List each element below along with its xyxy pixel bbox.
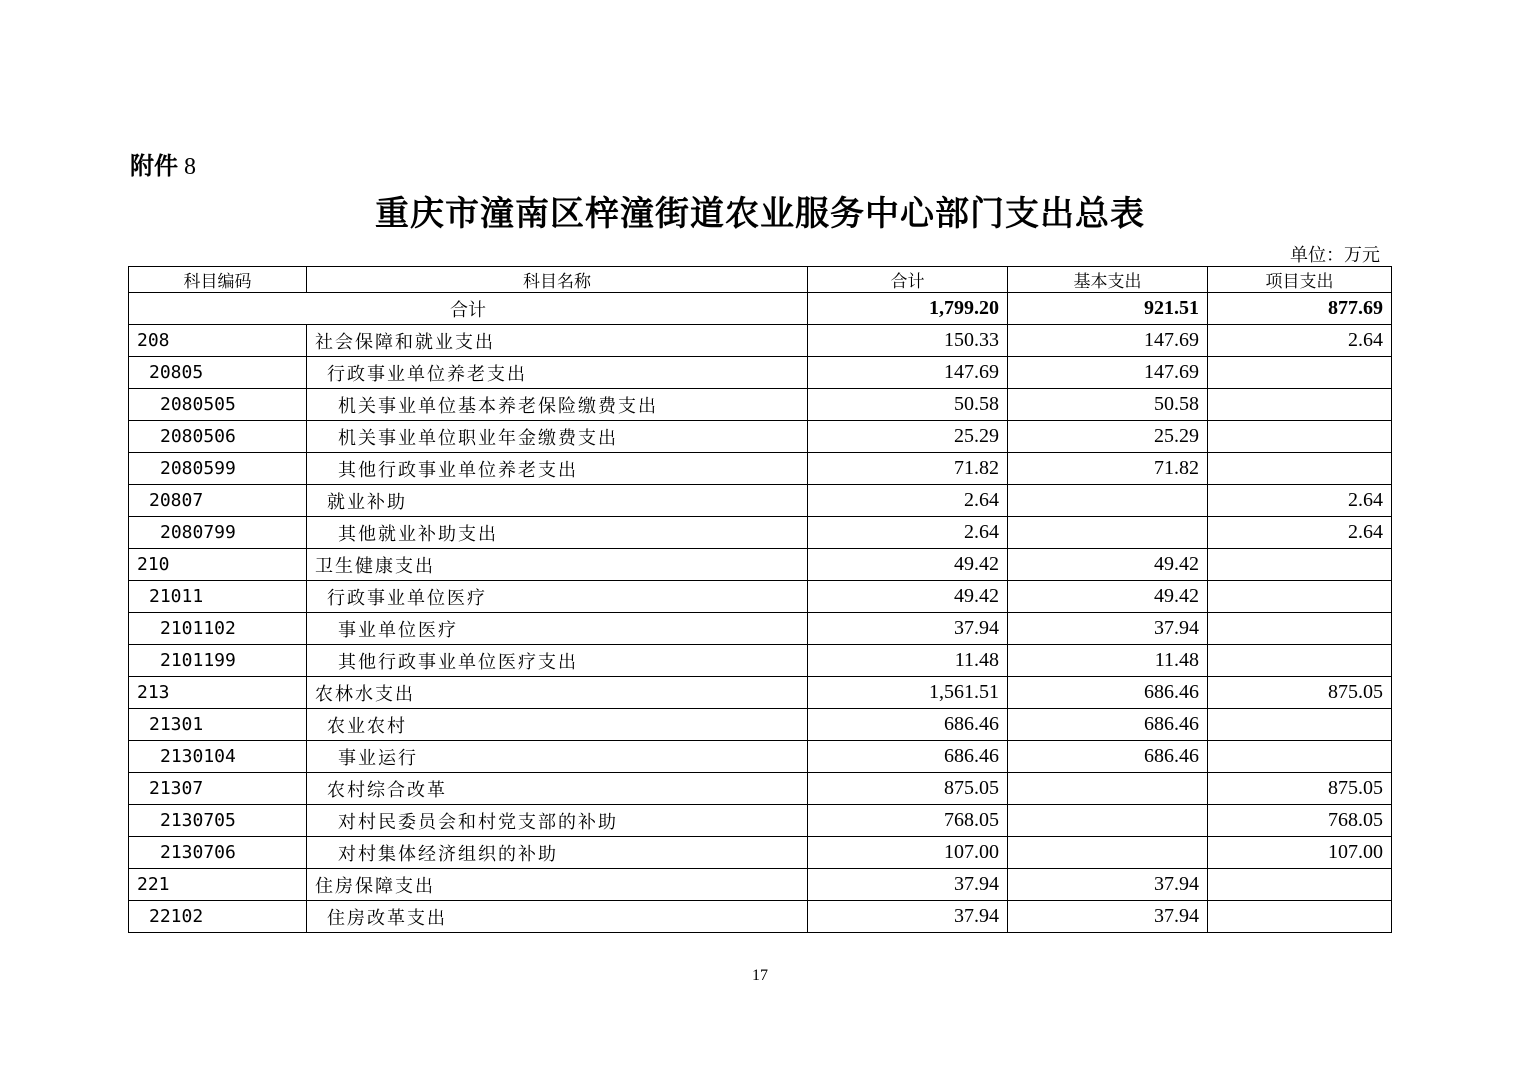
- table-row: [129, 837, 1392, 869]
- cell-total: 49.42: [808, 581, 1008, 613]
- cell-basic: 37.94: [1008, 901, 1208, 933]
- cell-basic: 11.48: [1008, 645, 1208, 677]
- cell-code: 2130706: [129, 837, 307, 869]
- cell-project: [1208, 709, 1392, 741]
- cell-total: 1,561.51: [808, 677, 1008, 709]
- total-row: [129, 293, 1392, 325]
- cell-name: 住房保障支出: [307, 869, 808, 901]
- cell-project: 875.05: [1208, 677, 1392, 709]
- cell-total: 37.94: [808, 613, 1008, 645]
- cell-code: 2101102: [129, 613, 307, 645]
- cell-basic: [1008, 805, 1208, 837]
- table-header-row: [129, 267, 1392, 293]
- cell-total: 150.33: [808, 325, 1008, 357]
- cell-total: 875.05: [808, 773, 1008, 805]
- table-row: [129, 709, 1392, 741]
- cell-project: 2.64: [1208, 485, 1392, 517]
- cell-basic: 147.69: [1008, 325, 1208, 357]
- total-project: 877.69: [1208, 293, 1392, 325]
- header-basic: 基本支出: [1008, 267, 1208, 293]
- cell-project: 107.00: [1208, 837, 1392, 869]
- cell-code: 213: [129, 677, 307, 709]
- cell-code: 21301: [129, 709, 307, 741]
- cell-name: 其他行政事业单位养老支出: [307, 453, 808, 485]
- cell-basic: 50.58: [1008, 389, 1208, 421]
- cell-code: 2080599: [129, 453, 307, 485]
- cell-project: [1208, 549, 1392, 581]
- cell-name: 事业单位医疗: [307, 613, 808, 645]
- table-row: [129, 613, 1392, 645]
- cell-total: 49.42: [808, 549, 1008, 581]
- cell-basic: 49.42: [1008, 549, 1208, 581]
- cell-project: [1208, 421, 1392, 453]
- cell-code: 2130104: [129, 741, 307, 773]
- cell-total: 107.00: [808, 837, 1008, 869]
- cell-basic: [1008, 485, 1208, 517]
- cell-basic: [1008, 837, 1208, 869]
- cell-total: 37.94: [808, 901, 1008, 933]
- table-row: [129, 517, 1392, 549]
- cell-code: 20807: [129, 485, 307, 517]
- cell-name: 对村民委员会和村党支部的补助: [307, 805, 808, 837]
- total-label: 合计: [129, 293, 808, 325]
- cell-total: 147.69: [808, 357, 1008, 389]
- total-basic: 921.51: [1008, 293, 1208, 325]
- cell-project: 768.05: [1208, 805, 1392, 837]
- table-row: [129, 677, 1392, 709]
- cell-project: [1208, 901, 1392, 933]
- cell-basic: 686.46: [1008, 741, 1208, 773]
- table-row: [129, 901, 1392, 933]
- cell-code: 20805: [129, 357, 307, 389]
- total-amount: 1,799.20: [808, 293, 1008, 325]
- cell-name: 行政事业单位医疗: [307, 581, 808, 613]
- cell-basic: 25.29: [1008, 421, 1208, 453]
- cell-code: 2101199: [129, 645, 307, 677]
- cell-project: 875.05: [1208, 773, 1392, 805]
- cell-total: 768.05: [808, 805, 1008, 837]
- cell-name: 卫生健康支出: [307, 549, 808, 581]
- cell-basic: 37.94: [1008, 869, 1208, 901]
- cell-project: [1208, 453, 1392, 485]
- cell-name: 其他就业补助支出: [307, 517, 808, 549]
- table-row: [129, 485, 1392, 517]
- table-row: [129, 773, 1392, 805]
- cell-code: 2080505: [129, 389, 307, 421]
- cell-project: 2.64: [1208, 517, 1392, 549]
- cell-code: 21011: [129, 581, 307, 613]
- table-row: [129, 581, 1392, 613]
- cell-code: 2080506: [129, 421, 307, 453]
- cell-total: 37.94: [808, 869, 1008, 901]
- cell-name: 农业农村: [307, 709, 808, 741]
- header-total: 合计: [808, 267, 1008, 293]
- cell-total: 11.48: [808, 645, 1008, 677]
- cell-name: 农村综合改革: [307, 773, 808, 805]
- cell-basic: 71.82: [1008, 453, 1208, 485]
- attachment-label: 附件 8: [130, 152, 196, 180]
- cell-name: 机关事业单位基本养老保险缴费支出: [307, 389, 808, 421]
- cell-project: [1208, 613, 1392, 645]
- table-row: [129, 389, 1392, 421]
- header-name: 科目名称: [307, 267, 808, 293]
- unit-label: 单位：万元: [1290, 245, 1380, 266]
- cell-total: 50.58: [808, 389, 1008, 421]
- table-row: [129, 869, 1392, 901]
- cell-basic: 147.69: [1008, 357, 1208, 389]
- cell-name: 社会保障和就业支出: [307, 325, 808, 357]
- cell-name: 住房改革支出: [307, 901, 808, 933]
- cell-total: 2.64: [808, 517, 1008, 549]
- cell-project: [1208, 869, 1392, 901]
- cell-code: 210: [129, 549, 307, 581]
- table-row: [129, 645, 1392, 677]
- cell-code: 221: [129, 869, 307, 901]
- cell-basic: 686.46: [1008, 709, 1208, 741]
- cell-project: 2.64: [1208, 325, 1392, 357]
- cell-project: [1208, 741, 1392, 773]
- cell-basic: [1008, 517, 1208, 549]
- header-code: 科目编码: [129, 267, 307, 293]
- cell-name: 就业补助: [307, 485, 808, 517]
- cell-total: 25.29: [808, 421, 1008, 453]
- cell-total: 71.82: [808, 453, 1008, 485]
- cell-project: [1208, 581, 1392, 613]
- cell-basic: 686.46: [1008, 677, 1208, 709]
- table-row: [129, 549, 1392, 581]
- page-number: 17: [752, 967, 768, 984]
- cell-basic: 37.94: [1008, 613, 1208, 645]
- page-title: 重庆市潼南区梓潼街道农业服务中心部门支出总表: [375, 194, 1145, 234]
- cell-total: 686.46: [808, 709, 1008, 741]
- cell-code: 208: [129, 325, 307, 357]
- cell-project: [1208, 357, 1392, 389]
- cell-project: [1208, 645, 1392, 677]
- cell-name: 其他行政事业单位医疗支出: [307, 645, 808, 677]
- cell-name: 行政事业单位养老支出: [307, 357, 808, 389]
- cell-basic: 49.42: [1008, 581, 1208, 613]
- cell-code: 22102: [129, 901, 307, 933]
- cell-basic: [1008, 773, 1208, 805]
- cell-total: 686.46: [808, 741, 1008, 773]
- expenditure-table: [128, 266, 1392, 933]
- cell-name: 机关事业单位职业年金缴费支出: [307, 421, 808, 453]
- table-row: [129, 421, 1392, 453]
- cell-name: 对村集体经济组织的补助: [307, 837, 808, 869]
- header-project: 项目支出: [1208, 267, 1392, 293]
- cell-name: 事业运行: [307, 741, 808, 773]
- table-row: [129, 741, 1392, 773]
- table-row: [129, 357, 1392, 389]
- table-row: [129, 805, 1392, 837]
- cell-code: 21307: [129, 773, 307, 805]
- table-row: [129, 325, 1392, 357]
- cell-name: 农林水支出: [307, 677, 808, 709]
- cell-total: 2.64: [808, 485, 1008, 517]
- table-row: [129, 453, 1392, 485]
- cell-code: 2080799: [129, 517, 307, 549]
- cell-project: [1208, 389, 1392, 421]
- cell-code: 2130705: [129, 805, 307, 837]
